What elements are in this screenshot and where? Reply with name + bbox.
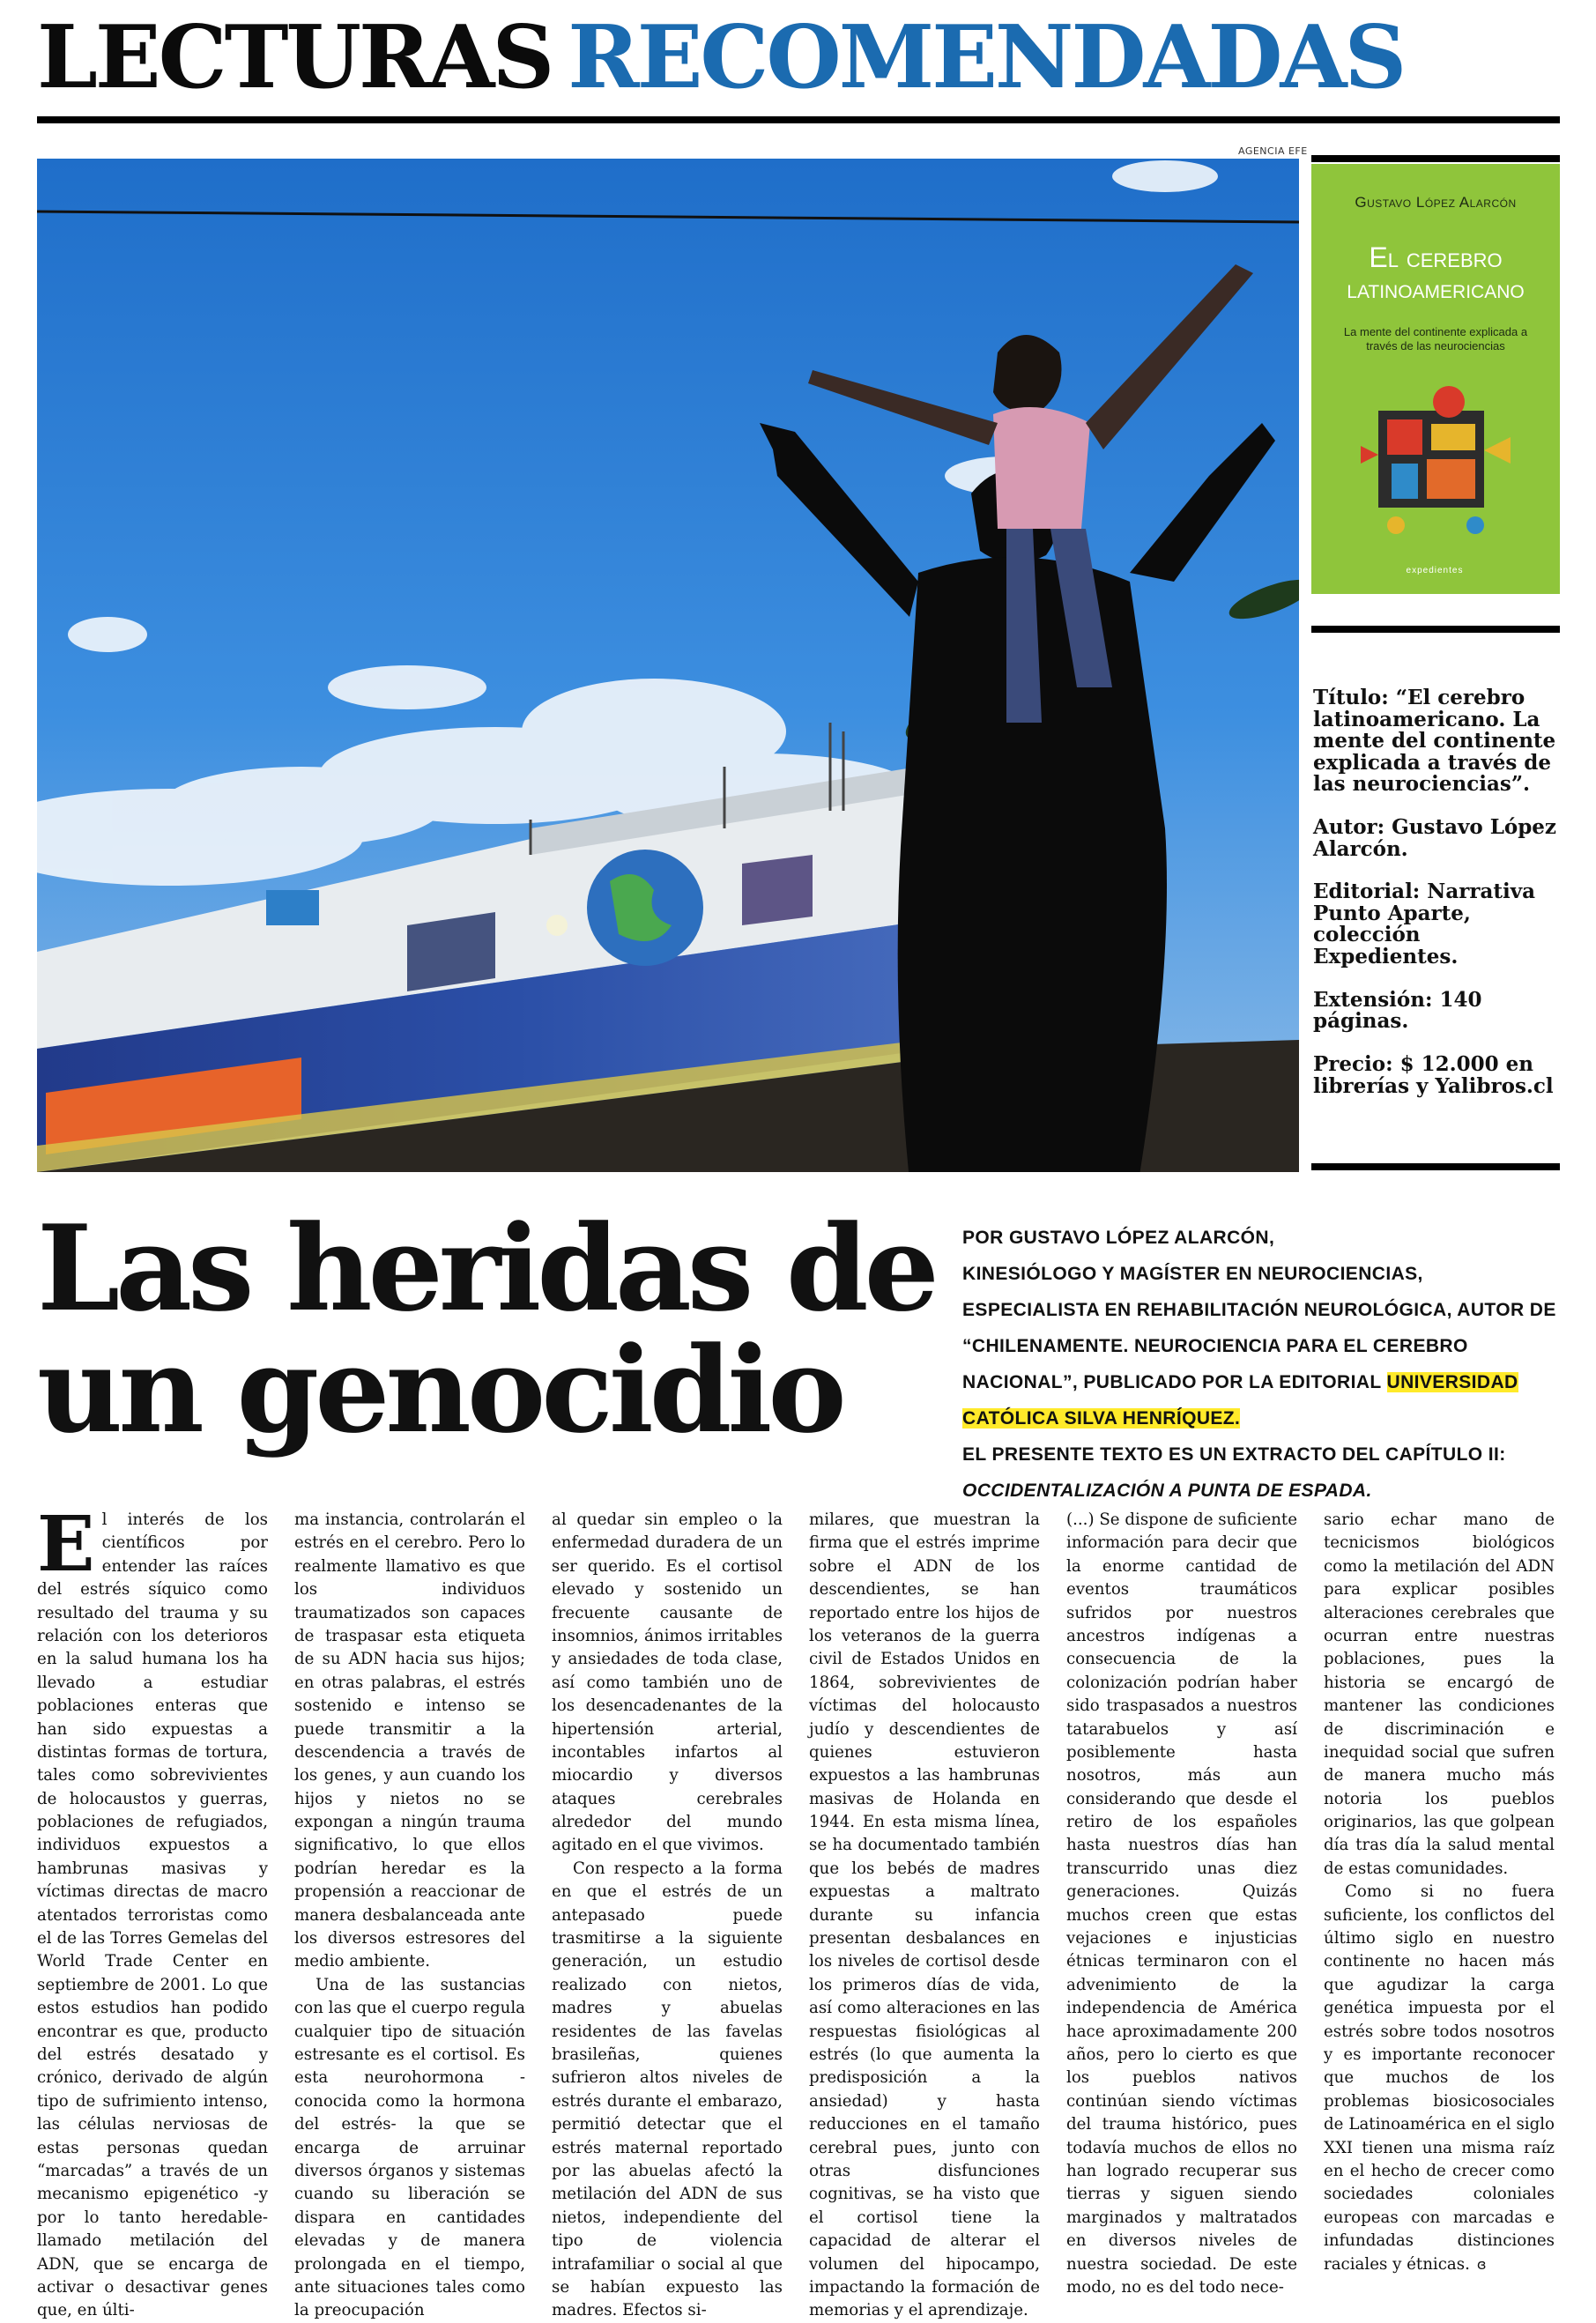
article-column-5	[1066, 1509, 1297, 2299]
header-rule	[37, 116, 1560, 123]
section-title	[37, 9, 1404, 108]
aztec-glyph-icon	[1361, 375, 1511, 543]
column-1-text: l interés de los científicos por entender las raíces del estrés síquico como resultado del trauma y su relación con los deterioros en la salud humana los ha llevado a estudiar poblaciones enteras que han sido expuestas a distintas formas de tortura, tales como sobrevivientes de holocaustos y guerras, poblaciones de refugiados, individuos expuestos a hambrunas masivas y víctimas directas de macro atentados terroristas como el de las Torres Gemelas del World Trade Center en septiembre de 2001. Lo que estos estudios han podido encontrar es que, producto del estrés desatado y crónico, derivado de algún tipo de sufrimiento intenso, las células nerviosas de estas personas quedan “marcadas” a través de un mecanismo epigenético -y por lo tanto heredable- llamado metilación del ADN, que se encarga de activar o desactivar genes que, en últi-	[37, 1510, 268, 2320]
cover-title-line2: latinoamericano	[1347, 275, 1525, 304]
byline-chapter-title: OCCIDENTALIZACIÓN A PUNTA DE ESPADA.	[962, 1480, 1372, 1501]
column-2-paragraph-2: Una de las sustancias con las que el cuerpo regula cualquier tipo de situación estresante es el cortisol. Es esta neurohormona -conocida como la hormona del estrés- la que se encarga de arruinar diversos órganos y sistemas cuando su liberación se dispara en cantidades elevadas y de manera prolongada en el tiempo, ante situaciones tales como la preocupación	[294, 1975, 525, 2320]
cover-subtitle: La mente del continente explicada a través de las neurociencias	[1343, 325, 1528, 353]
book-cover	[1311, 164, 1560, 594]
column-6-paragraph-2: Como si no fuera suficiente, los conflictos del último siglo en nuestro continente no hacen más que agudizar la carga genética impuesta por el estrés sobre todos nosotros y es importante reconocer que muchos de los problemas biosicosociales de Latinoamérica en el siglo XXI tienen una misma raíz en el hecho de crecer como sociedades coloniales europeas con marcadas e infundadas distinciones raciales y étnicas.	[1324, 1882, 1555, 2274]
book-info	[1313, 687, 1560, 1118]
book-publisher-info: Editorial: Narrativa Punto Aparte, colección Expedientes.	[1313, 879, 1536, 969]
book-info-rule	[1311, 1163, 1560, 1170]
cover-rule-bottom	[1311, 626, 1560, 633]
column-3-paragraph-2: Con respecto a la forma en que el estrés de un antepasado puede trasmitirse a la siguiente generación, un estudio realizado con nietos, madres y abuelas residentes de las favelas brasileñas, quienes sufrieron altos niveles de estrés durante el embarazo, permitió detectar que el estrés maternal reportado por las abuelas afectó la metilación del ADN de sus nietos, independiente del tipo de violencia intrafamiliar o social al que se habían expuesto las madres. Efectos si-	[552, 1859, 783, 2320]
end-mark-icon: ɞ	[1476, 2255, 1487, 2273]
article-column-1	[37, 1500, 268, 2323]
byline-bio: KINESIÓLOGO Y MAGÍSTER EN NEUROCIENCIAS, ESPECIALISTA EN REHABILITACIÓN NEUROLÓGICA, AUTOR DE “CHILENAMENTE. NEUROCIENCIA PARA EL CEREBRO NACIONAL”, PUBLICADO POR LA EDITORIAL	[962, 1263, 1556, 1392]
article-column-2	[294, 1509, 525, 2323]
byline-author: POR GUSTAVO LÓPEZ ALARCÓN,	[962, 1228, 1275, 1248]
byline-publisher-highlight: UNIVERSIDAD CATÓLICA SILVA HENRÍQUEZ.	[962, 1371, 1518, 1429]
article-column-6	[1324, 1509, 1555, 2276]
article-column-4	[809, 1509, 1040, 2323]
photo-credit: AGENCIA EFE	[1238, 145, 1308, 157]
column-2-paragraph-1: ma instancia, controlarán el estrés en el cerebro. Pero lo realmente llamativo es que los individuos traumatizados son capaces de traspasar esta etiqueta de su ADN hacia sus hijos; en otras palabras, el estrés sostenido e intenso se puede transmitir a la descendencia a través de los genes, y aun cuando los hijos y nietos no se expongan a ningún trauma significativo, lo que ellos podrían heredar es la propensión a reaccionar de manera desbalanceada ante los diversos estresores del medio ambiente.	[294, 1510, 525, 1971]
cover-title-line1: El cerebro	[1369, 241, 1503, 273]
byline-excerpt-note: EL PRESENTE TEXTO ES UN EXTRACTO DEL CAPÍTULO II:	[962, 1444, 1506, 1465]
column-4-text: milares, que muestran la firma que el estrés imprime sobre el ADN de los descendientes, se han reportado entre los hijos de los veteranos de la guerra civil de Estados Unidos en 1864, sobrevivientes de víctimas del holocausto judío y descendientes de quienes estuvieron expuestos a las hambrunas masivas de Holanda en 1944. En esta misma línea, se ha documentado también que los bebés de madres expuestas a maltrato durante su infancia presentan desbalances en los niveles de cortisol desde los primeros días de vida, así como alteraciones en las respuestas fisiológicas al estrés (lo que aumenta la predisposición a la ansiedad) y hasta reducciones en el tamaño cerebral pues, junto con otras disfunciones cognitivas, se ha visto que el cortisol tiene la capacidad de alterar el volumen del hipocampo, impactando la formación de memorias y el aprendizaje.	[809, 1510, 1040, 2320]
section-title-word1: LECTURAS	[37, 7, 553, 108]
article-headline: Las heridas de un genocidio	[37, 1199, 935, 1460]
article-byline	[962, 1221, 1562, 1510]
column-5-text: (...) Se dispone de suficiente información para decir que la enorme cantidad de eventos traumáticos sufridos por nuestros ancestros indígenas a consecuencia de la colonización podrían haber sido traspasados a nuestros tatarabuelos y así posiblemente hasta nosotros, más aun considerando que desde el retiro de los españoles hasta nuestros días han transcurrido unas diez generaciones. Quizás muchos creen que estas vejaciones e injusticias étnicas terminaron con el advenimiento de la independencia de América hace aproximadamente 200 años, pero lo cierto es que los pueblos nativos continúan siendo víctimas del trauma histórico, pues todavía muchos de ellos no han logrado recuperar sus tierras y siguen siendo marginados y maltratados en diversos niveles de nuestra sociedad. De este modo, no es del todo nece-	[1066, 1510, 1297, 2297]
book-author-info: Autor: Gustavo López Alarcón.	[1313, 815, 1556, 861]
book-title-info: Título: “El cerebro latinoamericano. La mente del continente explicada a través de las neurociencias”.	[1313, 686, 1556, 797]
book-length-info: Extensión: 140 páginas.	[1313, 987, 1482, 1034]
cover-publisher: expedientes	[1406, 566, 1464, 575]
column-3-paragraph-1: al quedar sin empleo o la enfermedad duradera de un ser querido. Es el cortisol elevado y sostenido un frecuente causante de insomnios, ánimos irritables y ansiedades de toda clase, así como también uno de los desencadenantes de la hipertensión arterial, incontables infartos al miocardio y diversos ataques cerebrales alrededor del mundo agitado en el que vivimos.	[552, 1510, 783, 1855]
main-photo	[37, 159, 1299, 1172]
column-6-paragraph-1: sario echar mano de tecnicismos biológicos como la metilación del ADN para explicar posibles alteraciones cerebrales que ocurran entre nuestras poblaciones, pues la historia se encargó de mantener las condiciones de discriminación e inequidad social que sufren de manera mucho más notoria los pueblos originarios, las que golpean día tras día la salud mental de estas comunidades.	[1324, 1510, 1555, 1878]
drop-cap: E	[37, 1500, 95, 1589]
cover-rule-top	[1311, 155, 1560, 162]
article-column-3	[552, 1509, 783, 2323]
book-price-info: Precio: $ 12.000 en librerías y Yalibros.cl	[1313, 1051, 1554, 1098]
cover-author: Gustavo López Alarcón	[1355, 194, 1517, 211]
section-title-word2: RECOMENDADAS	[568, 7, 1405, 108]
